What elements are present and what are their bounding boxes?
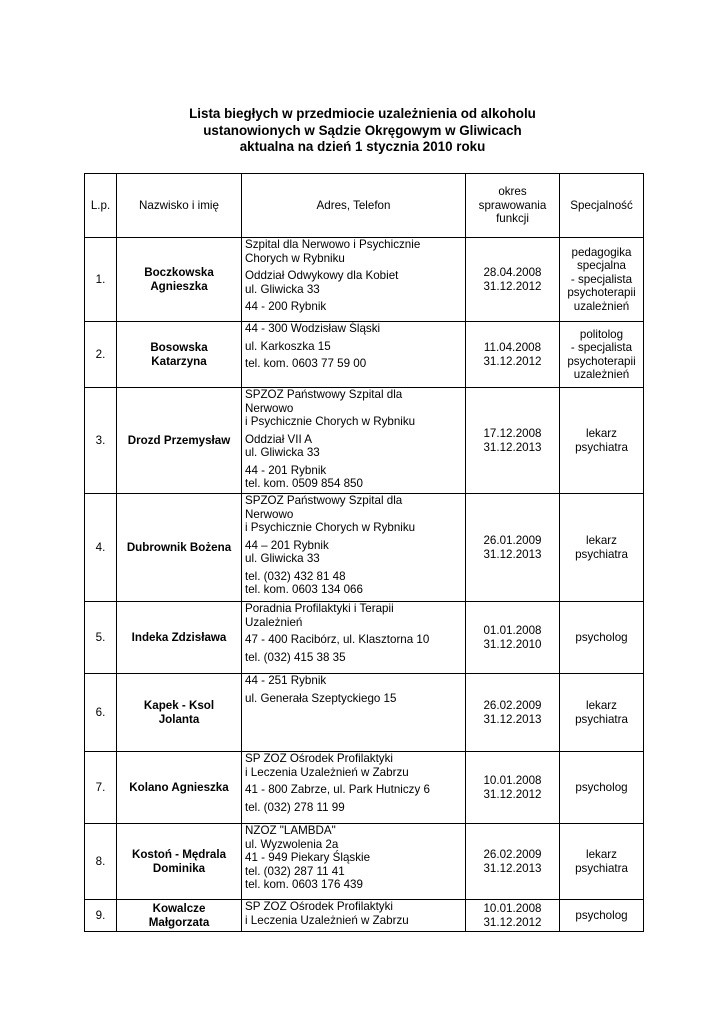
row-name: [117, 388, 242, 494]
row-name-line: Kostoń - Mędrala: [131, 848, 227, 861]
row-address: [242, 602, 466, 674]
experts-table: [84, 173, 644, 932]
address-line: Nerwowo: [245, 401, 294, 415]
specialty-line: pedagogika: [571, 245, 632, 259]
row-name-line: Boczkowska: [144, 266, 214, 279]
address-line: ul. Generała Szeptyckiego 15: [245, 691, 397, 705]
address-line: 44 - 201 Rybnik: [245, 463, 327, 477]
row-lp: 6.: [85, 674, 117, 752]
address-paragraph: [245, 752, 462, 779]
address-line: 41 - 949 Piekary Śląskie: [245, 851, 371, 864]
table-row: [85, 900, 644, 932]
address-line: ul. Gliwicka 33: [245, 446, 320, 459]
row-name: [117, 602, 242, 674]
table-row: [85, 602, 644, 674]
title-line-3: aktualna na dzień 1 stycznia 2010 roku: [239, 139, 486, 154]
table-body: [85, 238, 644, 932]
table-header-row: [85, 174, 644, 238]
specialty-line: specjalna: [577, 259, 626, 273]
address-line: Oddział VII A: [245, 432, 313, 446]
row-name: [117, 824, 242, 900]
specialty-line: psychoterapii: [567, 354, 636, 368]
row-period: [466, 900, 560, 932]
table-row: [85, 494, 644, 602]
specialty-line: psychoterapii: [567, 286, 636, 300]
address-line: tel. (032) 287 11 41: [245, 864, 345, 878]
row-address: [242, 238, 466, 322]
address-line: ul. Gliwicka 33: [245, 282, 320, 296]
row-specialty: [560, 238, 644, 322]
address-line: Oddział Odwykowy dla Kobiet: [245, 269, 399, 282]
row-period: [466, 494, 560, 602]
address-line: SPZOZ Państwowy Szpital dla: [245, 388, 403, 401]
row-specialty: [560, 900, 644, 932]
header-period-line: okres: [498, 185, 527, 199]
specialty-line: lekarz: [586, 534, 617, 547]
address-paragraph: [245, 674, 462, 688]
row-period: [466, 388, 560, 494]
specialty-line: lekarz: [586, 699, 617, 712]
row-period: [466, 674, 560, 752]
specialty-line: psycholog: [575, 780, 628, 794]
period-line: 31.12.2013: [483, 861, 542, 875]
period-line: 11.04.2008: [483, 341, 542, 354]
address-line: SP ZOZ Ośrodek Profilaktyki: [245, 752, 393, 765]
period-line: 31.12.2012: [483, 787, 542, 801]
address-line: ul. Wyzwolenia 2a: [245, 837, 339, 851]
table-row: [85, 322, 644, 388]
row-specialty: [560, 322, 644, 388]
address-line: i Leczenia Uzależnień w Zabrzu: [245, 765, 409, 779]
row-name-line: Dubrownik Bożena: [126, 540, 232, 554]
address-line: Poradnia Profilaktyki i Terapii: [245, 602, 394, 615]
address-line: tel. (032) 432 81 48: [245, 569, 346, 583]
row-name-line: Kolano Agnieszka: [129, 780, 229, 794]
address-paragraph: [245, 824, 462, 892]
row-specialty: [560, 824, 644, 900]
row-lp: 2.: [85, 322, 117, 388]
specialty-line: politolog: [579, 327, 624, 341]
address-paragraph: [245, 539, 462, 566]
row-specialty: [560, 674, 644, 752]
table-row: [85, 238, 644, 322]
row-lp: 5.: [85, 602, 117, 674]
address-line: tel. kom. 0603 176 439: [245, 878, 363, 891]
header-address: Adres, Telefon: [242, 174, 466, 238]
row-specialty: [560, 494, 644, 602]
address-paragraph: [245, 651, 462, 665]
address-paragraph: [245, 238, 462, 265]
row-specialty: [560, 752, 644, 824]
table-row: [85, 674, 644, 752]
address-paragraph: [245, 464, 462, 491]
address-paragraph: [245, 783, 462, 797]
period-line: 31.12.2013: [483, 712, 542, 726]
address-line: tel. kom. 0509 854 850: [245, 477, 363, 490]
address-line: 44 - 251 Rybnik: [245, 674, 327, 687]
period-line: 31.12.2012: [483, 279, 542, 293]
address-paragraph: [245, 692, 462, 706]
table-row: [85, 752, 644, 824]
specialty-line: psycholog: [575, 630, 628, 644]
table-row: [85, 824, 644, 900]
row-period: [466, 322, 560, 388]
specialty-line: psycholog: [575, 908, 628, 922]
row-period: [466, 824, 560, 900]
title-line-2: ustanowionych w Sądzie Okręgowym w Gliwicach: [203, 122, 522, 138]
address-paragraph: [245, 570, 462, 597]
address-line: i Psychicznie Chorych w Rybniku: [245, 521, 416, 534]
row-name-line: Kapek - Ksol: [143, 699, 215, 712]
specialty-line: psychiatra: [575, 861, 628, 875]
row-lp: 9.: [85, 900, 117, 932]
header-period: [466, 174, 560, 238]
header-period-line: sprawowania: [478, 198, 547, 212]
address-line: 44 - 200 Rybnik: [245, 300, 327, 313]
document-title: [0, 106, 725, 156]
address-paragraph: [245, 602, 462, 629]
address-line: 44 – 201 Rybnik: [245, 538, 329, 552]
address-line: Nerwowo: [245, 507, 294, 521]
row-lp: 4.: [85, 494, 117, 602]
row-name-line: Dominika: [152, 861, 206, 875]
period-line: 10.01.2008: [483, 902, 542, 915]
specialty-line: - specjalista: [570, 341, 633, 354]
address-line: SPZOZ Państwowy Szpital dla: [245, 494, 403, 507]
table-row: [85, 388, 644, 494]
specialty-line: lekarz: [586, 427, 617, 440]
row-address: [242, 322, 466, 388]
header-lp: L.p.: [85, 174, 117, 238]
row-lp: 3.: [85, 388, 117, 494]
row-specialty: [560, 388, 644, 494]
address-line: ul. Gliwicka 33: [245, 552, 320, 565]
row-period: [466, 752, 560, 824]
address-paragraph: [245, 633, 462, 647]
row-name-line: Indeka Zdzisława: [131, 630, 227, 644]
specialty-line: - specjalista: [570, 272, 633, 286]
period-line: 31.12.2012: [483, 915, 542, 929]
period-line: 31.12.2012: [483, 354, 542, 368]
period-line: 28.04.2008: [483, 266, 542, 279]
row-name-line: Bosowska: [150, 341, 208, 354]
address-line: tel. (032) 415 38 35: [245, 650, 346, 664]
row-name-line: Katarzyna: [151, 354, 207, 368]
address-line: 44 - 300 Wodzisław Śląski: [245, 322, 381, 335]
address-paragraph: [245, 340, 462, 354]
address-line: Chorych w Rybniku: [245, 251, 345, 265]
header-specialty: Specjalność: [560, 174, 644, 238]
row-name: [117, 674, 242, 752]
address-paragraph: [245, 801, 462, 815]
specialty-line: psychiatra: [575, 547, 628, 561]
row-name-line: Drozd Przemysław: [127, 433, 231, 447]
address-line: tel. kom. 0603 77 59 00: [245, 357, 367, 370]
address-line: Uzależnień: [245, 615, 303, 629]
row-name-line: Jolanta: [158, 712, 200, 726]
specialty-line: uzależnień: [573, 299, 630, 313]
specialty-line: lekarz: [586, 848, 617, 861]
period-line: 10.01.2008: [483, 774, 542, 787]
period-line: 01.01.2008: [483, 624, 542, 637]
address-paragraph: [245, 433, 462, 460]
row-lp: 8.: [85, 824, 117, 900]
row-period: [466, 602, 560, 674]
header-period-line: funkcji: [496, 212, 529, 226]
row-address: [242, 824, 466, 900]
address-paragraph: [245, 300, 462, 314]
address-paragraph: [245, 269, 462, 296]
row-address: [242, 388, 466, 494]
row-lp: 1.: [85, 238, 117, 322]
specialty-line: psychiatra: [575, 712, 628, 726]
row-name: [117, 900, 242, 932]
row-name-line: Kowalcze: [152, 902, 206, 915]
row-address: [242, 752, 466, 824]
row-name: [117, 494, 242, 602]
specialty-line: psychiatra: [575, 440, 628, 454]
row-period: [466, 238, 560, 322]
address-paragraph: [245, 388, 462, 429]
period-line: 31.12.2010: [483, 637, 542, 651]
row-name: [117, 238, 242, 322]
address-paragraph: [245, 494, 462, 535]
address-paragraph: [245, 357, 462, 371]
period-line: 26.02.2009: [483, 699, 542, 712]
row-address: [242, 900, 466, 932]
row-lp: 7.: [85, 752, 117, 824]
header-name: Nazwisko i imię: [117, 174, 242, 238]
address-line: ul. Karkoszka 15: [245, 339, 331, 353]
address-line: i Psychicznie Chorych w Rybniku: [245, 415, 416, 428]
address-paragraph: [245, 900, 462, 927]
row-specialty: [560, 602, 644, 674]
period-line: 31.12.2013: [483, 547, 542, 561]
address-line: Szpital dla Nerwowo i Psychicznie: [245, 238, 421, 251]
period-line: 17.12.2008: [483, 427, 542, 440]
row-address: [242, 674, 466, 752]
period-line: 31.12.2013: [483, 440, 542, 454]
row-name-line: Agnieszka: [150, 279, 208, 293]
address-line: tel. (032) 278 11 99: [245, 800, 345, 814]
address-line: tel. kom. 0603 134 066: [245, 583, 363, 596]
row-address: [242, 494, 466, 602]
address-line: 47 - 400 Racibórz, ul. Klasztorna 10: [245, 633, 430, 646]
address-line: NZOZ "LAMBDA": [245, 824, 336, 837]
row-name-line: Małgorzata: [148, 915, 210, 929]
period-line: 26.02.2009: [483, 848, 542, 861]
period-line: 26.01.2009: [483, 534, 542, 547]
address-line: SP ZOZ Ośrodek Profilaktyki: [245, 900, 393, 913]
address-line: 41 - 800 Zabrze, ul. Park Hutniczy 6: [245, 783, 430, 796]
address-line: i Leczenia Uzależnień w Zabrzu: [245, 913, 409, 927]
row-name: [117, 322, 242, 388]
specialty-line: uzależnień: [573, 368, 630, 381]
title-line-1: Lista biegłych w przedmiocie uzależnienia od alkoholu: [189, 106, 536, 121]
row-name: [117, 752, 242, 824]
address-paragraph: [245, 322, 462, 336]
